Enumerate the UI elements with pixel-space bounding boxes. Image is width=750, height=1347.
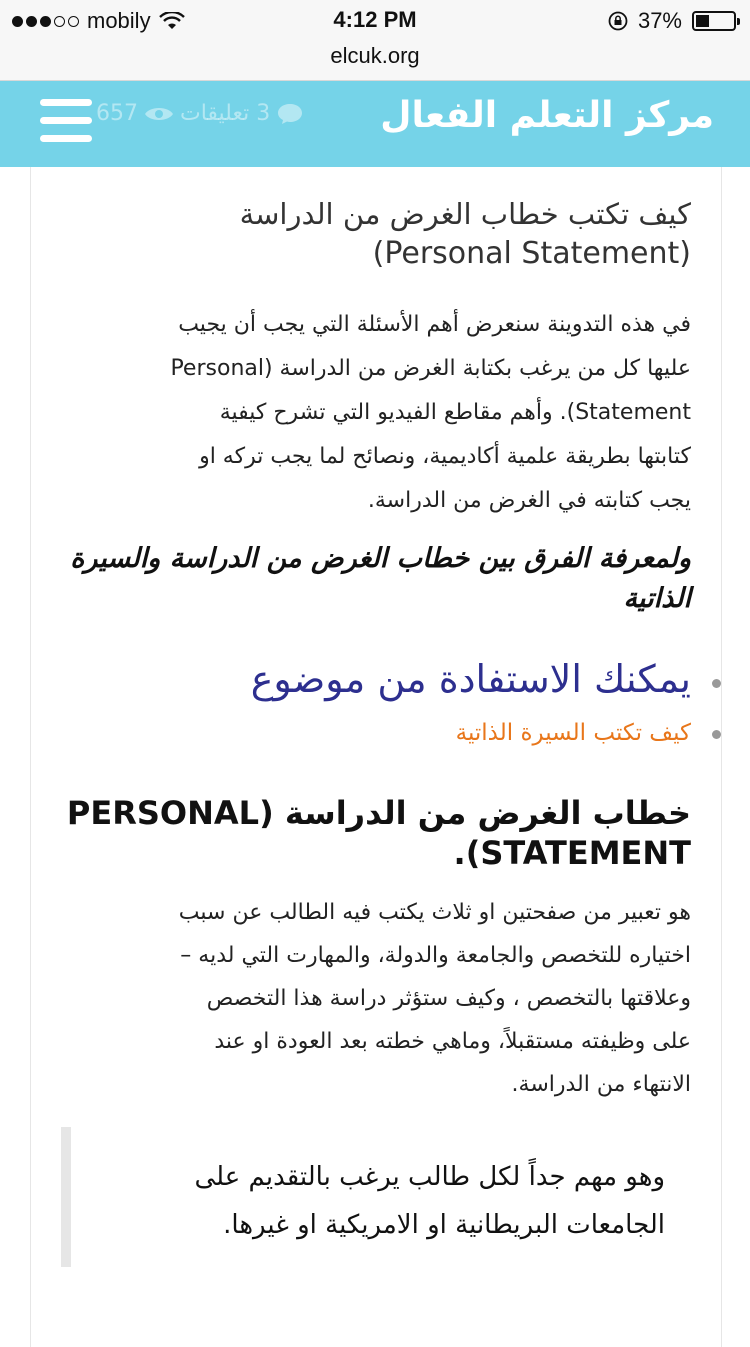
body-line: الانتهاء من الدراسة. (511, 1072, 691, 1097)
site-header (0, 81, 750, 167)
related-topic-label: يمكنك الاستفادة من موضوع (250, 657, 691, 701)
carrier-name: mobily (87, 8, 151, 33)
article-title-english: (Personal Statement) (372, 236, 691, 271)
comment-icon (276, 102, 304, 126)
intro-line: عليها كل من يرغب بكتابة الغرض من الدراسة (Personal (170, 356, 691, 381)
site-title[interactable]: مركز التعلم الفعال (380, 95, 714, 136)
intro-line: في هذه التدوينة سنعرض أهم الأسئلة التي يجب أن يجيب (178, 312, 691, 337)
related-topics-list (31, 647, 721, 755)
list-item (31, 647, 721, 711)
list-item[interactable] (31, 711, 721, 755)
intro-line: كتابتها بطريقة علمية أكاديمية، ونصائح لما يجب تركه او (199, 444, 691, 469)
intro-line: يجب كتابته في الغرض من الدراسة. (367, 488, 691, 513)
battery-percent: 37% (637, 8, 682, 33)
article-title (71, 195, 691, 273)
body-line: على وظيفته مستقبلاً، وماهي خطته بعد العودة او عند (214, 1029, 691, 1054)
eye-icon (144, 104, 174, 124)
comments-count: 3 تعليقات (180, 101, 271, 126)
status-right (608, 8, 736, 34)
body-line: وعلاقتها بالتخصص ، وكيف ستؤثر دراسة هذا التخصص (206, 986, 691, 1011)
body-line: اختياره للتخصص والجامعة والدولة، والمهارت التي لديه – (180, 943, 691, 968)
views-count: 657 (96, 101, 138, 126)
quote-line: الجامعات البريطانية او الامريكية او غيرها. (223, 1210, 665, 1240)
body-line: هو تعبير من صفحتين او ثلاث يكتب فيه الطالب عن سبب (178, 900, 691, 925)
blockquote (61, 1127, 699, 1267)
intro-paragraph (61, 303, 691, 523)
section-heading-english: (PERSONAL STATEMENT). (66, 794, 691, 872)
browser-url[interactable]: elcuk.org (0, 40, 750, 81)
definition-paragraph (51, 891, 691, 1106)
battery-icon (692, 11, 736, 31)
section-heading-arabic: خطاب الغرض من الدراسة (284, 794, 691, 832)
status-bar (0, 0, 750, 40)
rotation-lock-icon (608, 11, 628, 31)
article-title-arabic: كيف تكتب خطاب الغرض من الدراسة (239, 197, 691, 231)
intro-line: Statement). وأهم مقاطع الفيديو التي تشرح كيفية (219, 400, 691, 425)
post-meta (96, 101, 304, 126)
difference-heading: ولمعرفة الفرق بين خطاب الغرض من الدراسة والسيرة الذاتية (70, 543, 691, 614)
bullet-icon (712, 679, 721, 688)
section-heading (51, 793, 691, 873)
clock: 4:12 PM (333, 7, 417, 32)
hamburger-menu-button[interactable] (40, 99, 92, 147)
quote-line: وهو مهم جداً لكل طالب يرغب بالتقديم على (194, 1162, 665, 1192)
article-card (30, 167, 722, 1347)
quote-text (125, 1153, 665, 1249)
bullet-icon (712, 730, 721, 739)
cv-article-link[interactable]: كيف تكتب السيرة الذاتية (455, 720, 691, 746)
